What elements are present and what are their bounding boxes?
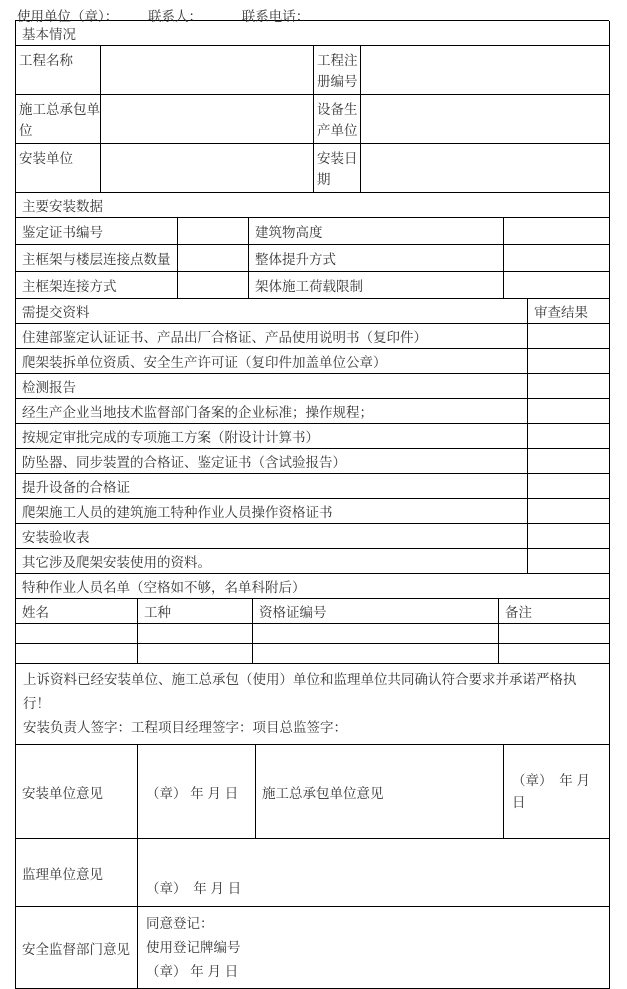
signature-line-labels: 安装负责人签字：工程项目经理签字：项目总监签字： [23, 720, 347, 735]
submission-row [16, 524, 609, 549]
personnel-trade-column-header: 工种 [138, 599, 253, 624]
personnel-name-cell[interactable] [16, 624, 138, 644]
row-project-name [16, 46, 609, 95]
general-contractor-label: 施工总承包单位 [16, 95, 101, 144]
personnel-cert-number-cell[interactable] [253, 624, 499, 644]
contact-person-label: 联系人： [148, 9, 203, 24]
personnel-name-column-header: 姓名 [16, 599, 138, 624]
basic-section-title: 基本情况 [16, 21, 610, 46]
main-frame-connection-method-label: 主框架连接方式 [16, 272, 178, 299]
review-result-cell[interactable] [528, 374, 610, 399]
submission-item-label: 爬架施工人员的建筑施工特种作业人员操作资格证书 [16, 499, 528, 524]
submission-item-label: 经生产企业当地技术监督部门备案的企业标准；操作规程； [16, 399, 528, 424]
review-result-cell[interactable] [528, 324, 610, 349]
safety-dept-opinion-label: 安全监督部门意见 [16, 907, 138, 989]
install-unit-opinion-label: 安装单位意见 [16, 745, 138, 839]
overall-lifting-method-value[interactable] [504, 245, 610, 272]
submission-item-label: 爬架装拆单位资质、安全生产许可证（复印件加盖单位公章） [16, 349, 528, 374]
install-date-label: 安装日期 [314, 144, 361, 193]
appraisal-cert-number-value[interactable] [178, 218, 249, 245]
frame-floor-connection-count-label: 主框架与楼层连接点数量 [16, 245, 178, 272]
review-result-cell[interactable] [528, 449, 610, 474]
scaffold-load-limit-value[interactable] [504, 272, 610, 299]
safety-agree-register-label: 同意登记： [146, 916, 214, 931]
review-result-cell[interactable] [528, 524, 610, 549]
safety-dept-opinion-cell [138, 907, 610, 989]
review-result-column-header: 审查结果 [528, 299, 610, 324]
submission-row [16, 374, 609, 399]
review-result-cell[interactable] [528, 349, 610, 374]
submission-row [16, 424, 609, 449]
install-unit-value[interactable] [101, 144, 314, 193]
contact-phone-label: 联系电话： [241, 9, 310, 24]
submission-row [16, 324, 609, 349]
scaffold-load-limit-label: 架体施工荷载限制 [249, 272, 504, 299]
personnel-section-title: 特种作业人员名单（空格如不够，名单科附后） [16, 574, 610, 599]
project-reg-number-label: 工程注册编号 [314, 46, 361, 95]
commitment-row [16, 664, 609, 745]
section-install-data-header [16, 193, 609, 218]
submission-row [16, 399, 609, 424]
personnel-empty-row [16, 644, 609, 664]
building-height-value[interactable] [504, 218, 610, 245]
equipment-manufacturer-label: 设备生产单位 [314, 95, 361, 144]
form-table [15, 20, 609, 989]
project-name-value[interactable] [101, 46, 314, 95]
row-cert-number [16, 218, 609, 245]
row-connection-method [16, 272, 609, 299]
review-result-cell[interactable] [528, 549, 610, 574]
frame-floor-connection-count-value[interactable] [178, 245, 249, 272]
personnel-trade-cell[interactable] [138, 624, 253, 644]
personnel-remark-cell[interactable] [499, 624, 610, 644]
install-date-value[interactable] [361, 144, 610, 193]
personnel-column-header-row [16, 599, 609, 624]
submission-item-label: 防坠器、同步装置的合格证、鉴定证书（含试验报告） [16, 449, 528, 474]
submission-row [16, 349, 609, 374]
safety-dept-opinion-row [16, 907, 609, 989]
section-basic-header [16, 21, 609, 46]
document-header [0, 0, 627, 24]
general-contractor-opinion-label: 施工总承包单位意见 [256, 745, 504, 839]
section-personnel-header [16, 574, 609, 599]
personnel-remark-cell[interactable] [499, 644, 610, 664]
supervisor-seal-date: （章） 年 月 日 [138, 839, 610, 907]
project-reg-number-value[interactable] [361, 46, 610, 95]
install-unit-seal-date: （章） 年 月 日 [138, 745, 256, 839]
supervisor-opinion-row [16, 839, 609, 907]
usage-registration-plate-number-label: 使用登记牌编号 [146, 940, 241, 955]
review-result-cell[interactable] [528, 499, 610, 524]
project-name-label: 工程名称 [16, 46, 101, 95]
personnel-empty-row [16, 624, 609, 644]
equipment-manufacturer-value[interactable] [361, 95, 610, 144]
review-result-cell[interactable] [528, 399, 610, 424]
main-frame-connection-method-value[interactable] [178, 272, 249, 299]
commitment-statement: 上诉资料已经安装单位、施工总承包（使用）单位和监理单位共同确认符合要求并承诺严格执行！ [23, 672, 577, 711]
submission-item-label: 住建部鉴定认证证书、产品出厂合格证、产品使用说明书（复印件） [16, 324, 528, 349]
submission-item-label: 其它涉及爬架安装使用的资料。 [16, 549, 528, 574]
submission-item-label: 按规定审批完成的专项施工方案（附设计计算书） [16, 424, 528, 449]
submission-item-label: 安装验收表 [16, 524, 528, 549]
supervisor-opinion-label: 监理单位意见 [16, 839, 138, 907]
general-contractor-seal-date: （章） 年 月 日 [504, 745, 610, 839]
install-unit-label: 安装单位 [16, 144, 101, 193]
safety-seal-date: （章） 年 月 日 [146, 964, 239, 979]
personnel-remark-column-header: 备注 [499, 599, 610, 624]
submission-item-label: 检测报告 [16, 374, 528, 399]
section-submissions-header [16, 299, 609, 324]
row-install-unit [16, 144, 609, 193]
submission-item-label: 提升设备的合格证 [16, 474, 528, 499]
install-data-section-title: 主要安装数据 [16, 193, 610, 218]
building-height-label: 建筑物高度 [249, 218, 504, 245]
personnel-cert-number-column-header: 资格证编号 [253, 599, 499, 624]
review-result-cell[interactable] [528, 474, 610, 499]
submissions-section-title: 需提交资料 [16, 299, 528, 324]
review-result-cell[interactable] [528, 424, 610, 449]
submission-row [16, 499, 609, 524]
submission-row [16, 549, 609, 574]
row-connection-points [16, 245, 609, 272]
general-contractor-value[interactable] [101, 95, 314, 144]
overall-lifting-method-label: 整体提升方式 [249, 245, 504, 272]
appraisal-cert-number-label: 鉴定证书编号 [16, 218, 178, 245]
use-unit-seal-label: 使用单位（章）： [17, 9, 119, 24]
row-general-contractor [16, 95, 609, 144]
commitment-cell [16, 664, 610, 745]
submission-row [16, 474, 609, 499]
submission-row [16, 449, 609, 474]
personnel-cert-number-cell[interactable] [253, 644, 499, 664]
opinions-row [16, 745, 609, 839]
personnel-name-cell[interactable] [16, 644, 138, 664]
personnel-trade-cell[interactable] [138, 644, 253, 664]
